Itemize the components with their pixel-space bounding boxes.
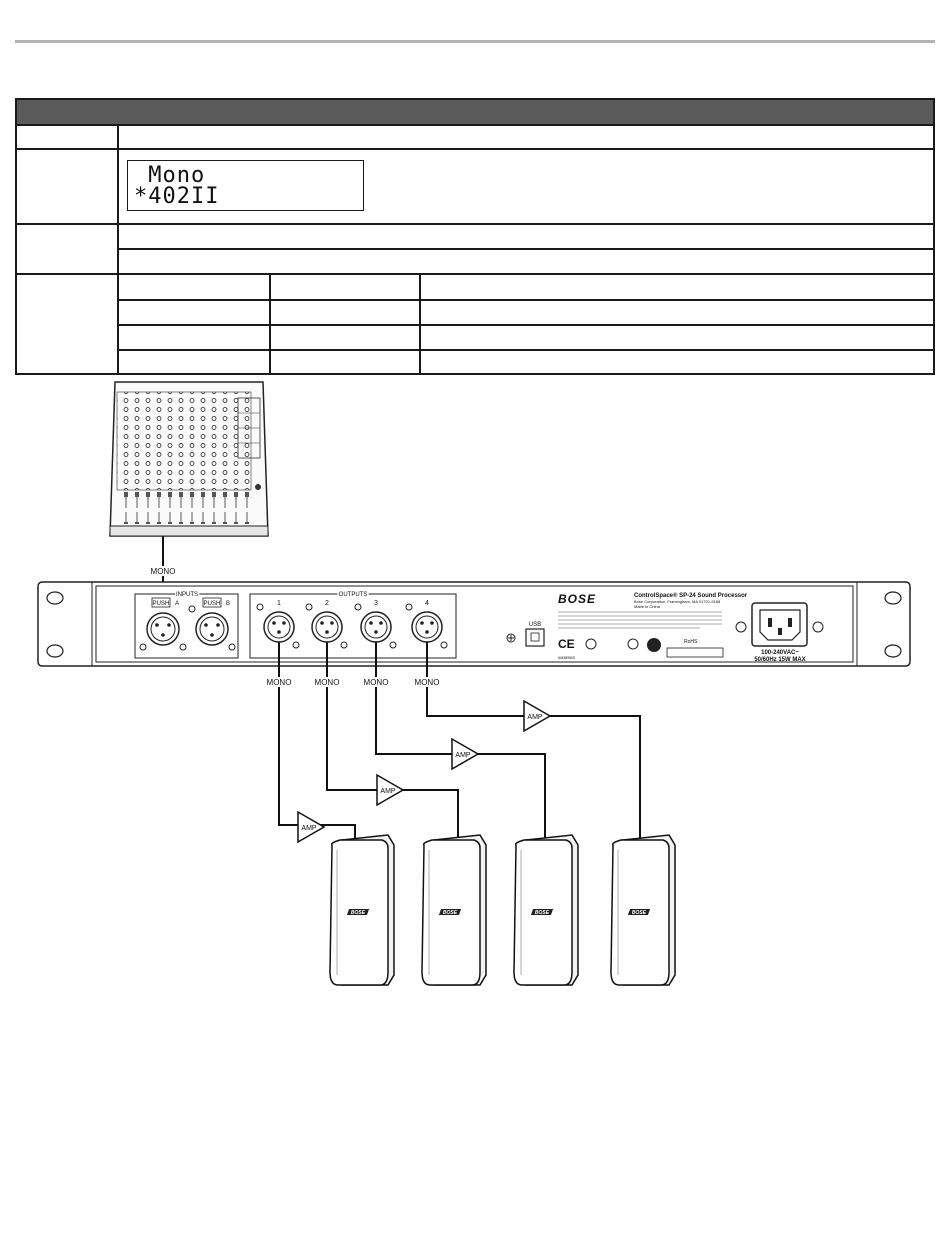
speaker-logo-3: BOSE bbox=[534, 910, 550, 916]
output-cable-3 bbox=[376, 642, 545, 840]
push-label-a: PUSH bbox=[152, 601, 170, 607]
amp-label-3: AMP bbox=[455, 752, 471, 759]
epup-mark bbox=[647, 638, 661, 652]
amplifier-1 bbox=[298, 812, 324, 842]
speaker-3 bbox=[514, 835, 578, 985]
output-number-4: 4 bbox=[425, 600, 429, 607]
amp-label-1: AMP bbox=[301, 825, 317, 832]
part-number: AM389505 bbox=[558, 656, 575, 660]
address-line: Bose Corporation, Framingham, MA 01701-9168 bbox=[634, 599, 721, 604]
ce-mark: CE bbox=[558, 637, 575, 651]
xlr-input-a bbox=[147, 613, 179, 645]
amplifier-2 bbox=[377, 775, 403, 805]
input-mono-label: MONO bbox=[150, 567, 176, 576]
output-mono-label-1: MONO bbox=[266, 678, 292, 687]
usb-label: USB bbox=[528, 622, 542, 628]
amplifier-3 bbox=[452, 739, 478, 769]
speaker-4 bbox=[611, 835, 675, 985]
output-mono-label-2: MONO bbox=[314, 678, 340, 687]
sp24-rack-unit bbox=[38, 582, 910, 666]
lcd-line-2: *402II bbox=[134, 184, 220, 209]
bose-logo: BOSE bbox=[558, 592, 597, 606]
output-mono-label-4: MONO bbox=[414, 678, 440, 687]
inputs-title: INPUTS bbox=[175, 592, 199, 598]
model-line: ControlSpace® SP-24 Sound Processor bbox=[634, 593, 748, 599]
outputs-title: OUTPUTS bbox=[338, 592, 368, 598]
rohs-label: RoHS bbox=[684, 639, 698, 645]
speaker-1 bbox=[330, 835, 394, 985]
output-cable-1 bbox=[279, 642, 355, 840]
channel-a-label: A bbox=[174, 601, 180, 607]
output-number-1: 1 bbox=[277, 600, 281, 607]
speaker-2 bbox=[422, 835, 486, 985]
channel-b-label: B bbox=[225, 601, 231, 607]
power-rating-line1: 100-240VAC~ bbox=[761, 650, 799, 656]
power-rating-line2: 50/60Hz 15W MAX bbox=[754, 657, 806, 663]
speaker-logo-4: BOSE bbox=[631, 910, 647, 916]
mixer-console bbox=[110, 382, 268, 536]
xlr-input-b bbox=[196, 613, 228, 645]
amplifier-4 bbox=[524, 701, 550, 731]
speaker-logo-1: BOSE bbox=[350, 910, 366, 916]
output-cable-2 bbox=[327, 642, 458, 840]
output-number-3: 3 bbox=[374, 600, 378, 607]
output-mono-label-3: MONO bbox=[363, 678, 389, 687]
lcd-line-1: Mono bbox=[134, 163, 206, 188]
push-label-b: PUSH bbox=[203, 601, 221, 607]
output-number-2: 2 bbox=[325, 600, 329, 607]
amp-label-4: AMP bbox=[527, 714, 543, 721]
amp-label-2: AMP bbox=[380, 788, 396, 795]
speaker-logo-2: BOSE bbox=[442, 910, 458, 916]
made-in-label: Made in China bbox=[634, 604, 660, 609]
